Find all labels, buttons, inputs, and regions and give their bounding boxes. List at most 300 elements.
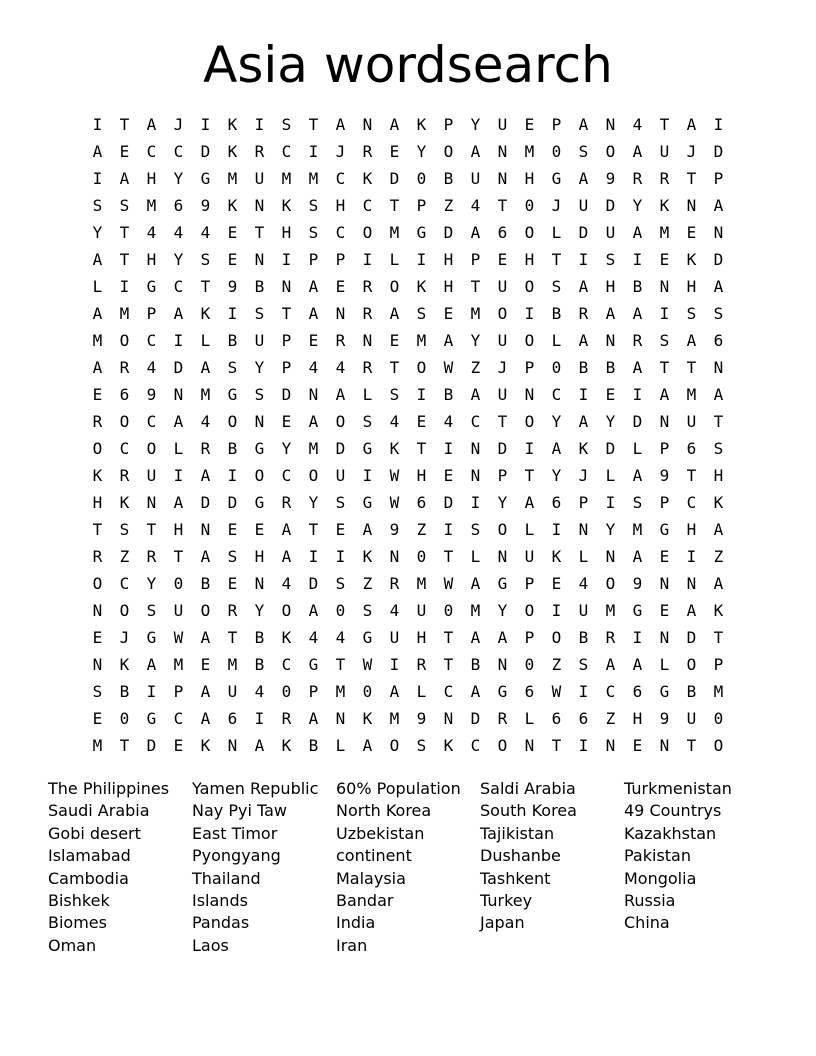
grid-letter: S bbox=[686, 304, 697, 323]
grid-letter: M bbox=[173, 655, 184, 674]
grid-letter: E bbox=[92, 709, 103, 728]
grid-letter: E bbox=[92, 385, 103, 404]
grid-letter: B bbox=[308, 736, 319, 755]
grid-letter: O bbox=[335, 412, 346, 431]
grid-letter: N bbox=[281, 277, 292, 296]
grid-letter: L bbox=[92, 277, 103, 296]
grid-letter: G bbox=[659, 682, 670, 701]
grid-letter: Y bbox=[551, 412, 562, 431]
grid-letter: B bbox=[227, 331, 238, 350]
grid-letter: M bbox=[605, 601, 616, 620]
grid-letter: W bbox=[389, 466, 400, 485]
grid-row bbox=[84, 516, 732, 543]
word-item: Pakistan bbox=[624, 846, 691, 866]
grid-letter: N bbox=[362, 115, 373, 134]
grid-letter: I bbox=[335, 547, 346, 566]
grid-letter: C bbox=[686, 493, 697, 512]
grid-letter: N bbox=[443, 709, 454, 728]
grid-letter: T bbox=[416, 439, 427, 458]
grid-letter: O bbox=[605, 142, 616, 161]
grid-letter: T bbox=[686, 169, 697, 188]
grid-letter: D bbox=[713, 250, 724, 269]
grid-letter: A bbox=[308, 304, 319, 323]
grid-letter: M bbox=[92, 736, 103, 755]
grid-letter: D bbox=[308, 574, 319, 593]
grid-letter: K bbox=[362, 709, 373, 728]
grid-letter: C bbox=[605, 682, 616, 701]
grid-letter: N bbox=[686, 196, 697, 215]
grid-letter: E bbox=[335, 277, 346, 296]
grid-letter: A bbox=[578, 412, 589, 431]
grid-letter: 4 bbox=[200, 412, 211, 431]
grid-letter: N bbox=[254, 250, 265, 269]
grid-letter: A bbox=[254, 736, 265, 755]
grid-letter: N bbox=[254, 574, 265, 593]
grid-letter: L bbox=[173, 439, 184, 458]
grid-letter: L bbox=[416, 682, 427, 701]
word-column bbox=[48, 778, 192, 957]
grid-letter: K bbox=[686, 250, 697, 269]
grid-row bbox=[84, 192, 732, 219]
grid-letter: T bbox=[119, 223, 130, 242]
grid-letter: A bbox=[524, 493, 535, 512]
grid-letter: Y bbox=[605, 412, 616, 431]
grid-letter: K bbox=[227, 142, 238, 161]
grid-letter: I bbox=[578, 736, 589, 755]
grid-letter: K bbox=[362, 547, 373, 566]
grid-letter: I bbox=[713, 115, 724, 134]
word-item: continent bbox=[336, 846, 412, 866]
grid-letter: O bbox=[119, 331, 130, 350]
grid-letter: M bbox=[632, 520, 643, 539]
grid-letter: A bbox=[497, 628, 508, 647]
grid-letter: A bbox=[470, 142, 481, 161]
grid-letter: Z bbox=[605, 709, 616, 728]
grid-letter: 6 bbox=[551, 709, 562, 728]
grid-letter: D bbox=[227, 493, 238, 512]
grid-letter: P bbox=[659, 439, 670, 458]
grid-letter: H bbox=[632, 709, 643, 728]
grid-letter: A bbox=[578, 115, 589, 134]
grid-letter: T bbox=[443, 628, 454, 647]
grid-letter: N bbox=[524, 385, 535, 404]
word-item: South Korea bbox=[480, 801, 577, 821]
word-item: Russia bbox=[624, 891, 676, 911]
word-item: Dushanbe bbox=[480, 846, 561, 866]
grid-letter: P bbox=[524, 628, 535, 647]
grid-row bbox=[84, 219, 732, 246]
grid-letter: P bbox=[578, 493, 589, 512]
grid-letter: L bbox=[578, 547, 589, 566]
grid-letter: I bbox=[173, 331, 184, 350]
grid-letter: G bbox=[659, 520, 670, 539]
grid-letter: R bbox=[362, 358, 373, 377]
grid-row bbox=[84, 651, 732, 678]
grid-letter: A bbox=[632, 655, 643, 674]
grid-letter: H bbox=[254, 547, 265, 566]
grid-letter: G bbox=[308, 655, 319, 674]
grid-letter: Z bbox=[470, 358, 481, 377]
grid-letter: B bbox=[443, 385, 454, 404]
grid-letter: O bbox=[524, 412, 535, 431]
grid-letter: R bbox=[146, 547, 157, 566]
grid-letter: Y bbox=[281, 439, 292, 458]
grid-letter: A bbox=[92, 358, 103, 377]
grid-letter: O bbox=[119, 412, 130, 431]
grid-letter: A bbox=[173, 493, 184, 512]
grid-letter: N bbox=[605, 736, 616, 755]
grid-letter: C bbox=[146, 142, 157, 161]
grid-letter: K bbox=[281, 736, 292, 755]
grid-letter: U bbox=[497, 115, 508, 134]
grid-letter: W bbox=[443, 574, 454, 593]
grid-letter: O bbox=[524, 223, 535, 242]
grid-letter: C bbox=[119, 439, 130, 458]
grid-letter: N bbox=[254, 196, 265, 215]
grid-letter: M bbox=[686, 385, 697, 404]
grid-letter: D bbox=[605, 439, 616, 458]
grid-letter: E bbox=[227, 223, 238, 242]
grid-letter: C bbox=[443, 682, 454, 701]
word-item: Cambodia bbox=[48, 868, 129, 888]
grid-letter: H bbox=[524, 169, 535, 188]
grid-letter: T bbox=[686, 736, 697, 755]
grid-letter: 4 bbox=[632, 115, 643, 134]
grid-letter: M bbox=[308, 169, 319, 188]
grid-letter: B bbox=[551, 304, 562, 323]
letter-grid bbox=[84, 111, 732, 759]
grid-letter: J bbox=[119, 628, 130, 647]
grid-letter: R bbox=[362, 304, 373, 323]
grid-letter: G bbox=[227, 385, 238, 404]
grid-letter: Y bbox=[470, 115, 481, 134]
word-item: China bbox=[624, 913, 670, 933]
grid-letter: E bbox=[443, 466, 454, 485]
grid-letter: U bbox=[605, 223, 616, 242]
grid-letter: 6 bbox=[686, 439, 697, 458]
grid-letter: A bbox=[92, 250, 103, 269]
grid-letter: R bbox=[578, 304, 589, 323]
grid-letter: U bbox=[173, 601, 184, 620]
grid-letter: S bbox=[119, 196, 130, 215]
grid-letter: 9 bbox=[389, 520, 400, 539]
grid-letter: I bbox=[578, 250, 589, 269]
grid-letter: K bbox=[551, 547, 562, 566]
grid-letter: G bbox=[551, 169, 562, 188]
grid-letter: D bbox=[632, 412, 643, 431]
grid-letter: 6 bbox=[578, 709, 589, 728]
grid-letter: 0 bbox=[551, 142, 562, 161]
grid-letter: H bbox=[443, 250, 454, 269]
grid-letter: T bbox=[443, 547, 454, 566]
page-title: Asia wordsearch bbox=[203, 36, 613, 94]
grid-letter: R bbox=[281, 493, 292, 512]
grid-letter: R bbox=[200, 439, 211, 458]
grid-letter: I bbox=[551, 601, 562, 620]
grid-letter: I bbox=[416, 250, 427, 269]
grid-letter: I bbox=[362, 466, 373, 485]
grid-letter: 4 bbox=[281, 574, 292, 593]
grid-letter: N bbox=[470, 466, 481, 485]
grid-letter: T bbox=[227, 628, 238, 647]
grid-letter: I bbox=[146, 682, 157, 701]
grid-letter: L bbox=[632, 439, 643, 458]
word-item: Tashkent bbox=[480, 868, 551, 888]
grid-letter: G bbox=[254, 493, 265, 512]
grid-letter: H bbox=[146, 169, 157, 188]
grid-letter: N bbox=[605, 331, 616, 350]
grid-letter: E bbox=[281, 412, 292, 431]
grid-letter: I bbox=[524, 439, 535, 458]
grid-letter: B bbox=[254, 628, 265, 647]
grid-letter: H bbox=[713, 466, 724, 485]
grid-letter: E bbox=[335, 520, 346, 539]
grid-letter: K bbox=[416, 115, 427, 134]
word-column bbox=[480, 778, 624, 957]
grid-letter: W bbox=[389, 493, 400, 512]
grid-letter: E bbox=[200, 655, 211, 674]
grid-letter: I bbox=[632, 385, 643, 404]
grid-letter: T bbox=[200, 277, 211, 296]
grid-letter: R bbox=[659, 169, 670, 188]
grid-letter: I bbox=[551, 520, 562, 539]
grid-letter: B bbox=[686, 682, 697, 701]
grid-letter: G bbox=[632, 601, 643, 620]
grid-letter: C bbox=[173, 142, 184, 161]
grid-letter: L bbox=[659, 655, 670, 674]
grid-letter: Y bbox=[497, 601, 508, 620]
grid-letter: O bbox=[362, 223, 373, 242]
word-item: Islands bbox=[192, 891, 248, 911]
grid-letter: 0 bbox=[416, 169, 427, 188]
grid-letter: D bbox=[605, 196, 616, 215]
grid-letter: E bbox=[497, 250, 508, 269]
grid-row bbox=[84, 246, 732, 273]
grid-letter: S bbox=[227, 358, 238, 377]
grid-letter: N bbox=[254, 412, 265, 431]
grid-letter: D bbox=[200, 142, 211, 161]
grid-letter: U bbox=[578, 196, 589, 215]
grid-letter: E bbox=[551, 574, 562, 593]
grid-letter: S bbox=[362, 601, 373, 620]
grid-letter: N bbox=[524, 736, 535, 755]
grid-letter: M bbox=[713, 682, 724, 701]
grid-letter: M bbox=[335, 682, 346, 701]
word-column bbox=[336, 778, 480, 957]
grid-letter: D bbox=[686, 628, 697, 647]
grid-letter: K bbox=[200, 304, 211, 323]
grid-letter: O bbox=[524, 601, 535, 620]
grid-letter: T bbox=[335, 655, 346, 674]
grid-letter: K bbox=[659, 196, 670, 215]
word-item: Iran bbox=[336, 935, 368, 955]
grid-letter: K bbox=[227, 115, 238, 134]
grid-letter: I bbox=[281, 250, 292, 269]
grid-letter: O bbox=[497, 736, 508, 755]
grid-row bbox=[84, 111, 732, 138]
grid-letter: H bbox=[92, 493, 103, 512]
grid-letter: P bbox=[416, 196, 427, 215]
grid-letter: 0 bbox=[524, 655, 535, 674]
grid-letter: N bbox=[335, 304, 346, 323]
grid-letter: A bbox=[119, 169, 130, 188]
grid-letter: N bbox=[659, 574, 670, 593]
grid-letter: L bbox=[200, 331, 211, 350]
grid-letter: T bbox=[119, 115, 130, 134]
grid-letter: H bbox=[443, 277, 454, 296]
grid-letter: E bbox=[632, 736, 643, 755]
grid-letter: M bbox=[227, 655, 238, 674]
grid-letter: L bbox=[605, 466, 616, 485]
grid-letter: U bbox=[227, 682, 238, 701]
grid-letter: I bbox=[443, 520, 454, 539]
grid-letter: H bbox=[281, 223, 292, 242]
grid-letter: O bbox=[524, 277, 535, 296]
word-item: Nay Pyi Taw bbox=[192, 801, 287, 821]
grid-letter: A bbox=[470, 223, 481, 242]
grid-row bbox=[84, 705, 732, 732]
grid-letter: G bbox=[416, 223, 427, 242]
grid-letter: D bbox=[713, 142, 724, 161]
grid-letter: A bbox=[335, 385, 346, 404]
grid-letter: T bbox=[470, 277, 481, 296]
grid-letter: D bbox=[470, 709, 481, 728]
grid-letter: T bbox=[92, 520, 103, 539]
grid-row bbox=[84, 597, 732, 624]
grid-letter: S bbox=[200, 250, 211, 269]
grid-letter: K bbox=[200, 736, 211, 755]
grid-letter: Z bbox=[551, 655, 562, 674]
grid-letter: S bbox=[254, 304, 265, 323]
grid-letter: P bbox=[281, 331, 292, 350]
word-item: Pandas bbox=[192, 913, 250, 933]
word-item: Turkmenistan bbox=[624, 779, 732, 798]
grid-letter: I bbox=[416, 385, 427, 404]
word-item: Laos bbox=[192, 935, 229, 955]
grid-letter: K bbox=[416, 277, 427, 296]
grid-letter: 0 bbox=[713, 709, 724, 728]
grid-letter: N bbox=[497, 655, 508, 674]
grid-letter: Y bbox=[497, 493, 508, 512]
grid-letter: E bbox=[92, 628, 103, 647]
grid-letter: E bbox=[416, 412, 427, 431]
grid-row bbox=[84, 543, 732, 570]
grid-letter: O bbox=[281, 601, 292, 620]
grid-letter: B bbox=[227, 439, 238, 458]
grid-letter: S bbox=[470, 520, 481, 539]
grid-letter: O bbox=[524, 331, 535, 350]
word-item: Thailand bbox=[192, 868, 261, 888]
grid-letter: N bbox=[335, 709, 346, 728]
grid-letter: J bbox=[335, 142, 346, 161]
grid-letter: I bbox=[389, 655, 400, 674]
grid-letter: A bbox=[200, 628, 211, 647]
grid-letter: E bbox=[173, 736, 184, 755]
grid-letter: T bbox=[497, 196, 508, 215]
grid-letter: C bbox=[335, 169, 346, 188]
grid-letter: O bbox=[200, 601, 211, 620]
grid-letter: D bbox=[335, 439, 346, 458]
grid-letter: O bbox=[92, 574, 103, 593]
grid-letter: H bbox=[686, 277, 697, 296]
grid-letter: H bbox=[416, 628, 427, 647]
grid-letter: I bbox=[470, 493, 481, 512]
grid-row bbox=[84, 381, 732, 408]
grid-letter: U bbox=[497, 277, 508, 296]
grid-letter: E bbox=[308, 331, 319, 350]
grid-letter: T bbox=[551, 736, 562, 755]
grid-letter: A bbox=[281, 520, 292, 539]
grid-letter: I bbox=[578, 385, 589, 404]
grid-letter: R bbox=[389, 574, 400, 593]
grid-letter: Z bbox=[362, 574, 373, 593]
grid-letter: Y bbox=[308, 493, 319, 512]
grid-letter: T bbox=[308, 520, 319, 539]
grid-letter: 6 bbox=[524, 682, 535, 701]
grid-letter: P bbox=[281, 358, 292, 377]
grid-letter: A bbox=[632, 547, 643, 566]
grid-letter: J bbox=[578, 466, 589, 485]
grid-letter: O bbox=[389, 277, 400, 296]
grid-letter: S bbox=[416, 736, 427, 755]
grid-letter: U bbox=[578, 601, 589, 620]
grid-letter: S bbox=[578, 142, 589, 161]
grid-letter: S bbox=[92, 682, 103, 701]
word-item: India bbox=[336, 913, 376, 933]
grid-letter: N bbox=[659, 277, 670, 296]
grid-letter: A bbox=[470, 682, 481, 701]
grid-letter: 4 bbox=[146, 358, 157, 377]
grid-letter: N bbox=[713, 358, 724, 377]
grid-letter: L bbox=[524, 520, 535, 539]
grid-letter: C bbox=[281, 466, 292, 485]
grid-letter: T bbox=[551, 250, 562, 269]
grid-row bbox=[84, 678, 732, 705]
grid-letter: M bbox=[281, 169, 292, 188]
grid-letter: O bbox=[443, 142, 454, 161]
grid-letter: R bbox=[281, 709, 292, 728]
grid-letter: P bbox=[335, 250, 346, 269]
grid-letter: B bbox=[632, 277, 643, 296]
grid-letter: I bbox=[632, 250, 643, 269]
grid-letter: N bbox=[497, 547, 508, 566]
grid-letter: H bbox=[335, 196, 346, 215]
grid-letter: N bbox=[362, 331, 373, 350]
grid-letter: 9 bbox=[416, 709, 427, 728]
grid-letter: E bbox=[227, 520, 238, 539]
grid-letter: S bbox=[254, 385, 265, 404]
grid-letter: D bbox=[578, 223, 589, 242]
grid-letter: R bbox=[632, 169, 643, 188]
grid-letter: M bbox=[308, 439, 319, 458]
grid-letter: I bbox=[92, 169, 103, 188]
word-item: Mongolia bbox=[624, 868, 697, 888]
grid-letter: Y bbox=[173, 250, 184, 269]
grid-letter: R bbox=[92, 547, 103, 566]
grid-letter: M bbox=[524, 142, 535, 161]
grid-letter: A bbox=[200, 682, 211, 701]
grid-letter: A bbox=[632, 142, 643, 161]
grid-letter: M bbox=[416, 574, 427, 593]
grid-letter: K bbox=[227, 196, 238, 215]
grid-letter: S bbox=[389, 385, 400, 404]
grid-letter: T bbox=[659, 115, 670, 134]
grid-letter: O bbox=[254, 466, 265, 485]
grid-letter: I bbox=[200, 115, 211, 134]
grid-letter: A bbox=[389, 304, 400, 323]
grid-letter: 4 bbox=[200, 223, 211, 242]
grid-row bbox=[84, 462, 732, 489]
